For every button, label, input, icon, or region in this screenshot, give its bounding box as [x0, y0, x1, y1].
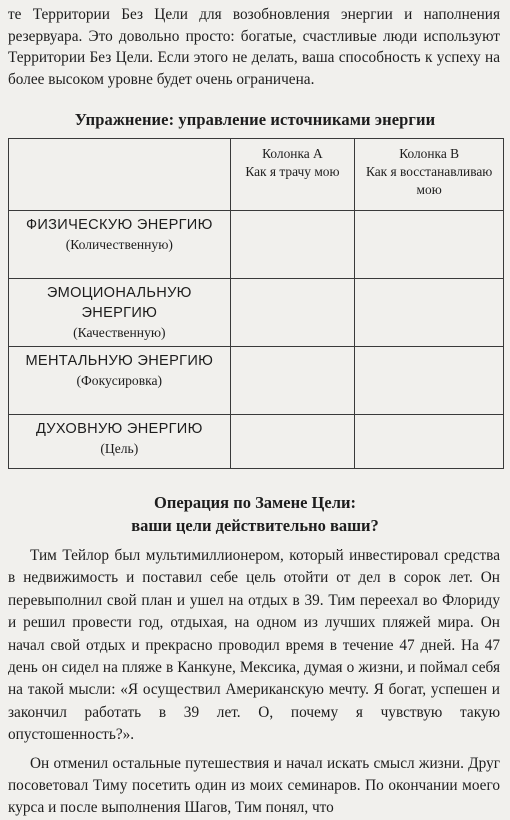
header-column-a: [230, 139, 355, 211]
energy-qualifier: (Качественную): [73, 325, 166, 340]
energy-row-label: [9, 211, 231, 279]
table-row: [9, 279, 504, 347]
intro-text: те Территории Без Цели для возобновления энергии и наполнения резервуара. Это довольно просто: богатые, счастливые люди используют Территории Без Цели. Если этого не делать, ваша способность к успеху на более высоком уровне будет очень ограничена.: [8, 6, 500, 88]
column-a-cell: [230, 347, 355, 415]
table-row: [9, 347, 504, 415]
table-row: [9, 415, 504, 469]
energy-qualifier: (Количественную): [65, 237, 173, 252]
exercise-title: Упражнение: управление источниками энергии: [74, 110, 436, 129]
column-b-cell: [355, 279, 504, 347]
column-b-cell: [355, 211, 504, 279]
column-b-subtitle: Как я восстанавливаю мою: [365, 164, 493, 197]
table-row: [9, 211, 504, 279]
energy-row-label: [9, 347, 231, 415]
energy-name: ЭМОЦИОНАЛЬНУЮ ЭНЕРГИЮ: [46, 285, 192, 321]
body-paragraph: Тим Тейлор был мультимиллионером, который инвестировал средства в недвижимость и поставил себе цель отойти от дел в сорок лет. Он перевыполнил свой план и ушел на отдых в 39. Тим переехал во Флориду и решил провести год, отдыхая, на одном из лучших пляжей мира. Он начал свой отдых и прекрасно проводил время в течение 47 дней. На 47 день он сидел на пляже в Канкуне, Мексика, думая о жизни, и поймал себя на такой мысли: «Я осуществил Американскую мечту. Я богат, успешен и закончил работать в 39 лет. О, почему я чувствую такую опустошенность?».: [8, 547, 500, 744]
column-a-cell: [230, 279, 355, 347]
header-empty-cell: [9, 139, 231, 211]
column-a-cell: [230, 415, 355, 469]
column-a-name: Колонка А: [262, 146, 323, 161]
column-b-cell: [355, 415, 504, 469]
column-b-cell: [355, 347, 504, 415]
intro-paragraph: [8, 4, 502, 90]
energy-name: ФИЗИЧЕСКУЮ ЭНЕРГИЮ: [25, 217, 213, 233]
energy-qualifier: (Фокусировка): [76, 373, 163, 388]
section-title: [8, 491, 502, 537]
section-title-line-1: Операция по Замене Цели:: [154, 493, 356, 512]
table-header-row: [9, 139, 504, 211]
body-paragraph: Он отменил остальные путешествия и начал искать смысл жизни. Друг посоветовал Тиму посетить один из моих семинаров. По окончании моего курса и после выполнения Шагов, Тим понял, что: [8, 754, 500, 817]
energy-row-label: [9, 415, 231, 469]
energy-row-label: [9, 279, 231, 347]
section-title-line-2: ваши цели действительно ваши?: [131, 516, 379, 535]
energy-qualifier: (Цель): [100, 441, 139, 456]
energy-name: МЕНТАЛЬНУЮ ЭНЕРГИЮ: [25, 353, 214, 369]
header-column-b: [355, 139, 504, 211]
column-a-cell: [230, 211, 355, 279]
energy-name: ДУХОВНУЮ ЭНЕРГИЮ: [35, 421, 203, 437]
column-b-name: Колонка В: [399, 146, 460, 161]
energy-table: [8, 138, 504, 469]
column-a-subtitle: Как я трачу мою: [245, 164, 340, 179]
